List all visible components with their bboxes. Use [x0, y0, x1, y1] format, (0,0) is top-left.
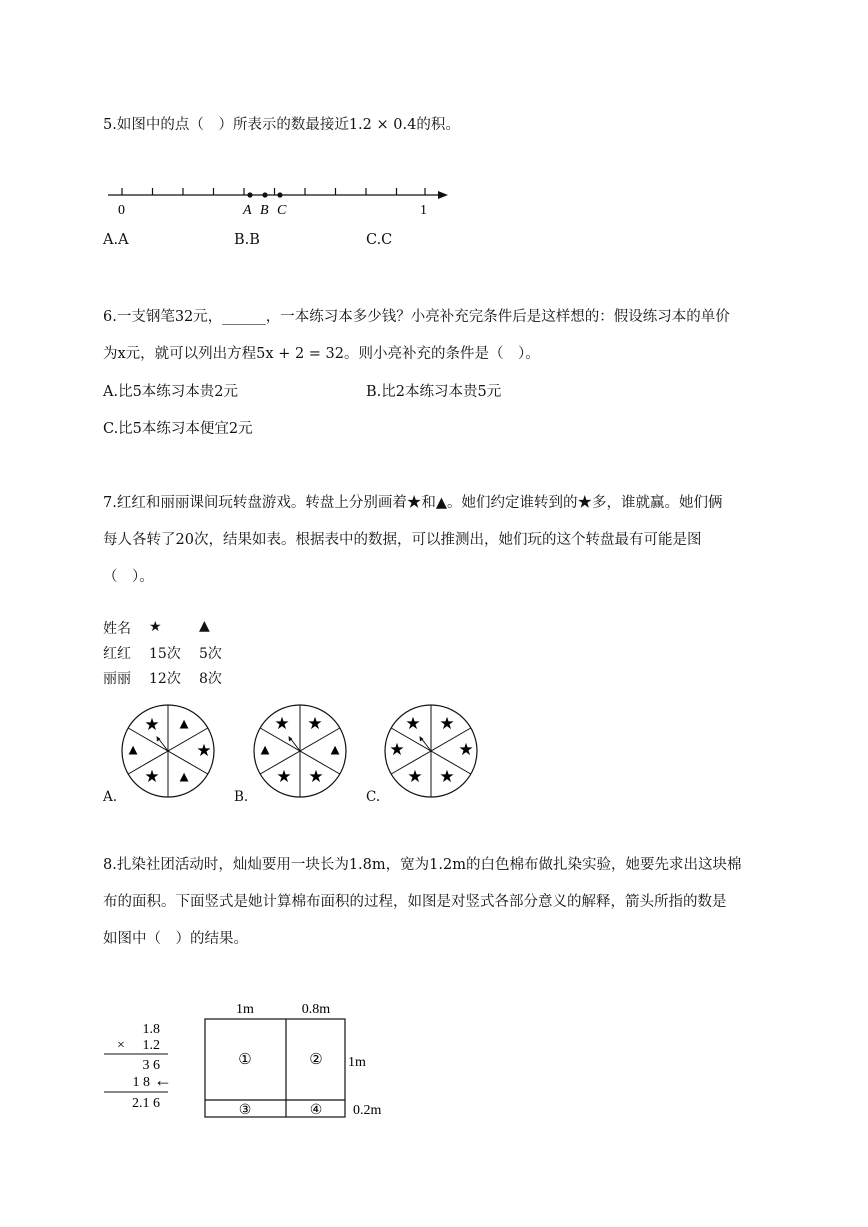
- q5-option-a[interactable]: A.A: [103, 232, 129, 248]
- triangle-icon: ▲: [257, 742, 273, 759]
- star-icon: ★: [307, 713, 323, 733]
- triangle-icon: ▲: [176, 716, 192, 733]
- q6-option-c[interactable]: C.比5本练习本便宜2元: [103, 421, 253, 437]
- point-a: [247, 192, 252, 197]
- q8-line3: 如图中（ ）的结果。: [103, 931, 248, 947]
- point-b: [262, 192, 267, 197]
- q6-line1: 6.一支钢笔32元，______，一本练习本多少钱？小亮补充完条件后是这样想的：假设练习本的单价: [103, 309, 730, 325]
- number-line-ticks: [122, 188, 425, 195]
- side-label-0-2m: 0.2m: [353, 1103, 382, 1118]
- top-label-0-8m: 0.8m: [301, 1002, 331, 1017]
- q5-stem: 5.如图中的点（ ）所表示的数最接近1.2 × 0.4的积。: [103, 117, 460, 133]
- q7-line3: （ ）。: [103, 569, 154, 585]
- q8-line1: 8.扎染社团活动时，灿灿要用一块长为1.8m，宽为1.2m的白色棉布做扎染实验，她要先求出这块棉: [103, 857, 742, 873]
- calc-row2: 1.2: [142, 1038, 160, 1053]
- star-icon: ★: [308, 766, 324, 786]
- point-c: [277, 192, 282, 197]
- spinner-label-a[interactable]: A.: [103, 789, 118, 805]
- star-icon: ★: [144, 714, 160, 734]
- q7-line2: 每人各转了20次，结果如表。根据表中的数据，可以推测出，她们玩的这个转盘最有可能是图: [103, 532, 702, 548]
- point-label-a: A: [243, 203, 252, 218]
- table-row1-star: 15次: [149, 646, 181, 662]
- q5-number-line: [100, 178, 460, 220]
- spinner-label-c[interactable]: C.: [366, 789, 381, 805]
- region-4: ④: [309, 1103, 323, 1118]
- star-icon: ★: [144, 766, 160, 786]
- axis-label-0: 0: [118, 203, 125, 218]
- calc-row5: 2.1 6: [132, 1096, 160, 1111]
- spinner-c[interactable]: [383, 703, 479, 799]
- table-row1-name: 红红: [103, 646, 131, 662]
- table-header-triangle: ▲: [199, 618, 210, 634]
- calc-row4: 1 8: [132, 1075, 150, 1090]
- star-icon: ★: [196, 740, 212, 760]
- region-3: ③: [238, 1103, 252, 1118]
- q6-option-a[interactable]: A.比5本练习本贵2元: [103, 384, 239, 400]
- table-header-star: ★: [149, 619, 162, 635]
- region-1: ①: [238, 1052, 252, 1068]
- star-icon: ★: [276, 766, 292, 786]
- calc-row1: 1.8: [142, 1022, 160, 1037]
- table-row2-name: 丽丽: [103, 671, 131, 687]
- star-icon: ★: [439, 766, 455, 786]
- point-label-c: C: [277, 203, 287, 218]
- axis-label-1: 1: [420, 203, 427, 218]
- spinner-a[interactable]: [120, 703, 216, 799]
- triangle-icon: ▲: [327, 742, 343, 759]
- calc-multiply-sign: ×: [117, 1038, 125, 1053]
- point-label-b: B: [260, 203, 269, 218]
- table-row2-triangle: 8次: [199, 671, 222, 687]
- q7-line1: 7.红红和丽丽课间玩转盘游戏。转盘上分别画着★和▲。她们约定谁转到的★多，谁就赢。她们俩: [103, 495, 723, 511]
- table-row2-star: 12次: [149, 671, 181, 687]
- star-icon: ★: [439, 713, 455, 733]
- star-icon: ★: [407, 766, 423, 786]
- spinner-label-b[interactable]: B.: [234, 789, 249, 805]
- q5-option-c[interactable]: C.C: [366, 232, 393, 248]
- q5-option-b[interactable]: B.B: [234, 232, 260, 248]
- triangle-icon: ▲: [176, 769, 192, 786]
- arrow-head-icon: [438, 191, 448, 199]
- q6-option-b[interactable]: B.比2本练习本贵5元: [366, 384, 502, 400]
- table-header-name: 姓名: [103, 621, 131, 637]
- spinner-b[interactable]: [252, 703, 348, 799]
- triangle-icon: ▲: [125, 742, 141, 759]
- q6-line2: 为x元，就可以列出方程5x + 2 = 32。则小亮补充的条件是（ ）。: [103, 346, 540, 362]
- q8-area-diagram: [200, 998, 390, 1120]
- table-row1-triangle: 5次: [199, 646, 222, 662]
- region-2: ②: [309, 1052, 323, 1068]
- star-icon: ★: [274, 713, 290, 733]
- left-arrow-icon: ←: [154, 1070, 172, 1090]
- calc-row3: 3 6: [142, 1058, 160, 1073]
- top-label-1m: 1m: [236, 1002, 254, 1017]
- star-icon: ★: [405, 713, 421, 733]
- side-label-1m: 1m: [348, 1055, 366, 1070]
- star-icon: ★: [458, 739, 474, 759]
- q8-vertical-calculation: [100, 1018, 185, 1118]
- star-icon: ★: [389, 739, 405, 759]
- q8-line2: 布的面积。下面竖式是她计算棉布面积的过程，如图是对竖式各部分意义的解释，箭头所指的数是: [103, 894, 727, 910]
